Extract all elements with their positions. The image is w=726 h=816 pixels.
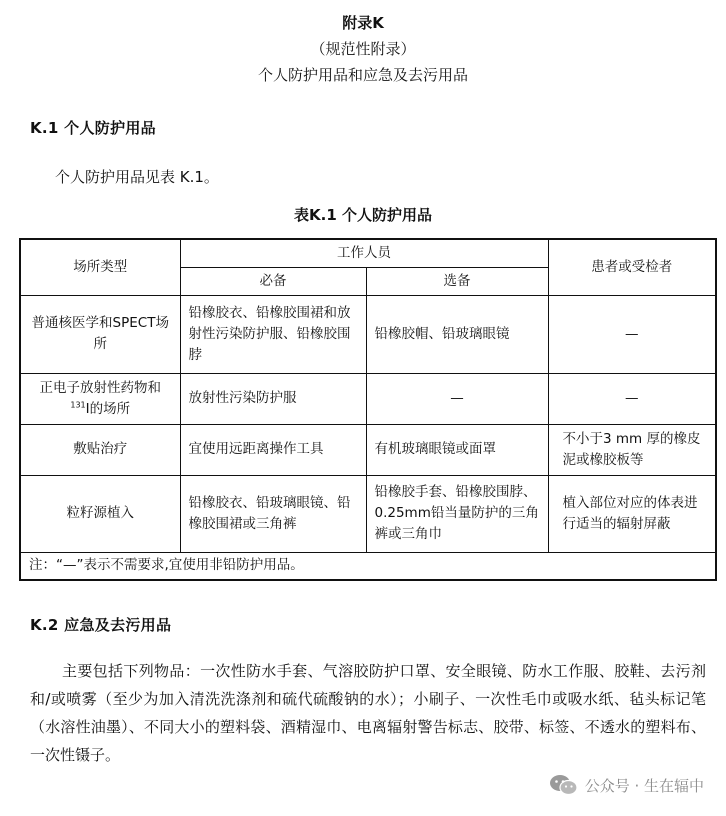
cell-place: 敷贴治疗: [20, 424, 180, 475]
cell-optional: 铅橡胶帽、铅玻璃眼镜: [366, 295, 548, 373]
section-k1-intro: 个人防护用品见表 K.1。: [55, 168, 219, 186]
cell-place: 粒籽源植入: [20, 475, 180, 552]
cell-required: 宜使用远距离操作工具: [180, 424, 366, 475]
header-place-type: 场所类型: [20, 239, 180, 295]
watermark: [549, 774, 704, 796]
isotope-mass-number: 131: [70, 400, 86, 409]
table-note-row: [20, 552, 716, 580]
cell-place-text: 正电子放射性药物和: [39, 379, 161, 396]
header-optional: 选备: [366, 267, 548, 295]
cell-patient: —: [548, 373, 716, 424]
cell-required: 铅橡胶衣、铅玻璃眼镜、铅橡胶围裙或三角裤: [180, 475, 366, 552]
table-row: [20, 373, 716, 424]
appendix-heading: 个人防护用品和应急及去污用品: [257, 66, 468, 84]
cell-place: 普通核医学和SPECT场所: [20, 295, 180, 373]
cell-optional: —: [366, 373, 548, 424]
cell-required: 放射性污染防护服: [180, 373, 366, 424]
section-k2-title: K.2 应急及去污用品: [30, 616, 172, 634]
cell-place: [20, 373, 180, 424]
watermark-text: 公众号 · 生在辐中: [584, 776, 704, 795]
cell-optional: 有机玻璃眼镜或面罩: [366, 424, 548, 475]
cell-patient: 植入部位对应的体表进行适当的辐射屏蔽: [548, 475, 716, 552]
section-k1-title: K.1 个人防护用品: [30, 119, 156, 137]
header-required: 必备: [180, 267, 366, 295]
table-row: [20, 475, 716, 552]
cell-patient: —: [548, 295, 716, 373]
header-staff: 工作人员: [180, 239, 548, 267]
header-patient: 患者或受检者: [548, 239, 716, 295]
table-row: [20, 295, 716, 373]
appendix-subtitle: （规范性附录）: [310, 40, 416, 58]
ppe-table: [19, 238, 717, 581]
cell-required: 铅橡胶衣、铅橡胶围裙和放射性污染防护服、铅橡胶围脖: [180, 295, 366, 373]
section-k2-body: 主要包括下列物品：一次性防水手套、气溶胶防护口罩、安全眼镜、防水工作服、胶鞋、去污剂和/或喷雾（至少为加入清洗洗涤剂和硫代硫酸钠的水）；小刷子、一次性毛巾或吸水纸、毡头标记笔（水溶性油墨）、不同大小的塑料袋、酒精湿巾、电离辐射警告标志、胶带、标签、不透水的塑料布、一次性镊子。: [30, 662, 706, 764]
cell-optional: 铅橡胶手套、铅橡胶围脖、0.25mm铅当量防护的三角裤或三角巾: [366, 475, 548, 552]
table-header-row: [20, 239, 716, 267]
wechat-icon: [549, 774, 579, 796]
table-row: [20, 424, 716, 475]
cell-patient: 不小于3 mm 厚的橡皮泥或橡胶板等: [548, 424, 716, 475]
cell-place-text: I的场所: [85, 400, 131, 417]
table-note: 注：“—”表示不需要求,宜使用非铅防护用品。: [20, 552, 716, 580]
appendix-title: 附录K: [342, 14, 384, 32]
table-caption: 表K.1 个人防护用品: [294, 206, 432, 224]
